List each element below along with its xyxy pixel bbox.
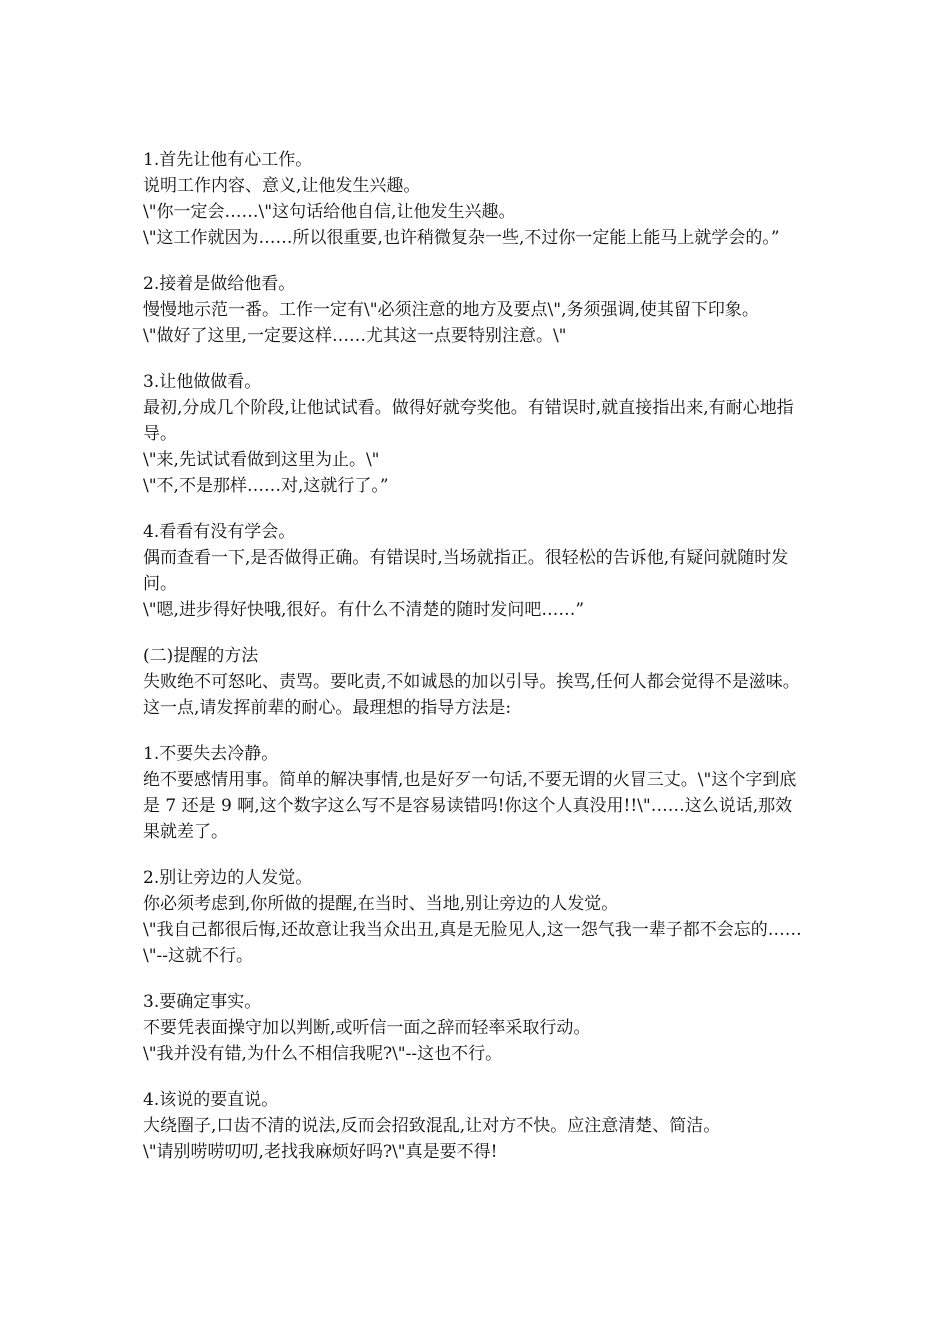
text-line: \"嗯,进步得好快哦,很好。有什么不清楚的随时发问吧……” [143, 600, 585, 620]
paragraph-remind-step-1 [143, 741, 808, 845]
heading-remind-1: 1.不要失去冷静。 [143, 744, 279, 764]
heading-step-1: 1.首先让他有心工作。 [143, 150, 313, 170]
text-line: \"我并没有错,为什么不相信我呢?\"--这也不行。 [143, 1044, 503, 1064]
text-line: \"来,先试试看做到这里为止。\" [143, 450, 380, 470]
heading-remind-2: 2.别让旁边的人发觉。 [143, 868, 313, 888]
paragraph-remind-step-4 [143, 1087, 808, 1165]
text-line: 慢慢地示范一番。工作一定有\"必须注意的地方及要点\",务须强调,使其留下印象。 [143, 300, 759, 320]
paragraph-teach-step-2 [143, 271, 808, 349]
text-line: 不要凭表面操守加以判断,或听信一面之辞而轻率采取行动。 [143, 1018, 591, 1038]
paragraph-section-reminder [143, 643, 808, 721]
paragraph-teach-step-3 [143, 369, 808, 499]
heading-remind-4: 4.该说的要直说。 [143, 1090, 279, 1110]
paragraph-remind-step-3 [143, 989, 808, 1067]
section-heading: (二)提醒的方法 [143, 646, 259, 666]
heading-step-2: 2.接着是做给他看。 [143, 274, 296, 294]
paragraph-remind-step-2 [143, 865, 808, 969]
text-line: 大绕圈子,口齿不清的说法,反而会招致混乱,让对方不快。应注意清楚、简洁。 [143, 1116, 721, 1136]
text-line: \"不,不是那样……对,这就行了。” [143, 476, 389, 496]
heading-step-4: 4.看看有没有学会。 [143, 522, 296, 542]
text-line: \"这工作就因为……所以很重要,也许稍微复杂一些,不过你一定能上能马上就学会的。” [143, 228, 780, 248]
text-line: \"你一定会……\"这句话给他自信,让他发生兴趣。 [143, 202, 516, 222]
text-line: 你必须考虑到,你所做的提醒,在当时、当地,别让旁边的人发觉。 [143, 894, 619, 914]
text-line: \"做好了这里,一定要这样……尤其这一点要特别注意。\" [143, 326, 567, 346]
text-line: \"我自己都很后悔,还故意让我当众出丑,真是无脸见人,这一怨气我一辈子都不会忘的……\"--这就不行。 [143, 920, 802, 966]
text-line: 偶而查看一下,是否做得正确。有错误时,当场就指正。很轻松的告诉他,有疑问就随时发问。 [143, 548, 789, 594]
paragraph-teach-step-1 [143, 147, 808, 251]
document-body [143, 147, 808, 1185]
text-line: 最初,分成几个阶段,让他试试看。做得好就夸奖他。有错误时,就直接指出来,有耐心地指导。 [143, 398, 794, 444]
text-line: 说明工作内容、意义,让他发生兴趣。 [143, 176, 421, 196]
paragraph-teach-step-4 [143, 519, 808, 623]
text-line: 绝不要感情用事。简单的解决事情,也是好歹一句话,不要无谓的火冒三丈。\"这个字到底是 7 还是 9 啊,这个数字这么写不是容易读错吗!你这个人真没用!!\"……这么说话,那效果就差了。 [143, 770, 797, 842]
heading-step-3: 3.让他做做看。 [143, 372, 262, 392]
heading-remind-3: 3.要确定事实。 [143, 992, 262, 1012]
text-line: \"请别唠唠叨叨,老找我麻烦好吗?\"真是要不得! [143, 1142, 498, 1162]
text-line: 失败绝不可怒叱、责骂。要叱责,不如诚恳的加以引导。挨骂,任何人都会觉得不是滋味。这一点,请发挥前辈的耐心。最理想的指导方法是: [143, 672, 800, 718]
